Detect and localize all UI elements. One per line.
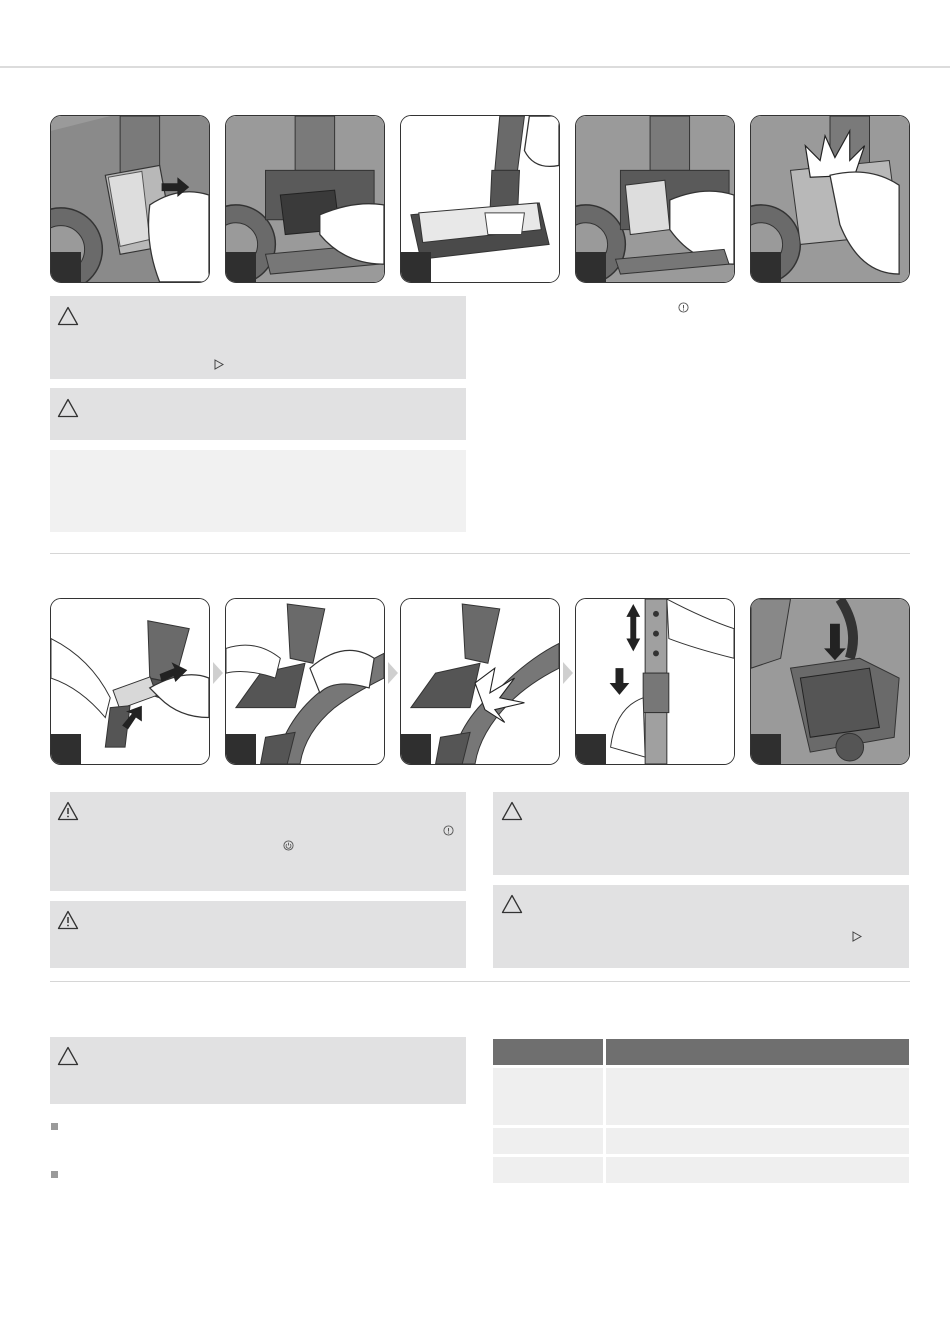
step-panel-1 <box>50 115 210 283</box>
warning-exclamation-icon <box>57 910 79 930</box>
header-rule <box>0 66 950 68</box>
play-arrow-icon <box>851 931 862 942</box>
section-divider-1 <box>50 553 910 554</box>
step-panel-6 <box>50 598 210 765</box>
warning-box-3 <box>50 792 466 891</box>
warning-box-6 <box>493 885 909 968</box>
warning-box-4 <box>50 901 466 968</box>
step-panel-9 <box>575 598 735 765</box>
warning-box-2 <box>50 388 466 440</box>
table-cell <box>493 1068 603 1125</box>
power-icon <box>283 840 294 851</box>
table-cell <box>606 1157 909 1183</box>
table-cell <box>493 1128 603 1154</box>
list-bullet <box>51 1123 58 1130</box>
warning-box-5 <box>493 792 909 875</box>
table-header-cell <box>493 1039 603 1065</box>
step-arrow-separator <box>562 661 574 685</box>
table-cell <box>606 1068 909 1125</box>
step-number-10 <box>751 734 781 764</box>
list-bullet <box>51 1171 58 1178</box>
step-number-8 <box>401 734 431 764</box>
table-row <box>493 1068 909 1125</box>
step-number-9 <box>576 734 606 764</box>
table-header-cell <box>606 1039 909 1065</box>
note-box-1 <box>50 450 466 532</box>
step-panel-10 <box>750 598 910 765</box>
step-arrow-separator <box>387 661 399 685</box>
section-divider-2 <box>50 981 910 982</box>
warning-triangle-icon <box>57 398 79 418</box>
warning-box-7 <box>50 1037 466 1104</box>
table-cell <box>606 1128 909 1154</box>
step-number-2 <box>226 252 256 282</box>
step-number-4 <box>576 252 606 282</box>
warning-triangle-icon <box>57 1046 79 1066</box>
step-panel-3 <box>400 115 560 283</box>
table-row <box>493 1157 909 1183</box>
table-cell <box>493 1157 603 1183</box>
step-number-7 <box>226 734 256 764</box>
step-arrow-separator <box>212 661 224 685</box>
step-number-3 <box>401 252 431 282</box>
step-panel-7 <box>225 598 385 765</box>
step-number-6 <box>51 734 81 764</box>
specification-table <box>490 1036 912 1186</box>
step-panel-2 <box>225 115 385 283</box>
warning-box-1 <box>50 296 466 379</box>
table-header-row <box>493 1039 909 1065</box>
warning-triangle-icon <box>501 801 523 821</box>
table-row <box>493 1128 909 1154</box>
step-number-1 <box>51 252 81 282</box>
step-number-5 <box>751 252 781 282</box>
warning-triangle-icon <box>501 894 523 914</box>
info-circle-icon <box>678 302 689 313</box>
step-panel-8 <box>400 598 560 765</box>
step-panel-5 <box>750 115 910 283</box>
info-circle-icon <box>443 825 454 836</box>
step-panel-4 <box>575 115 735 283</box>
warning-triangle-icon <box>57 306 79 326</box>
warning-exclamation-icon <box>57 801 79 821</box>
play-arrow-icon <box>213 359 224 370</box>
